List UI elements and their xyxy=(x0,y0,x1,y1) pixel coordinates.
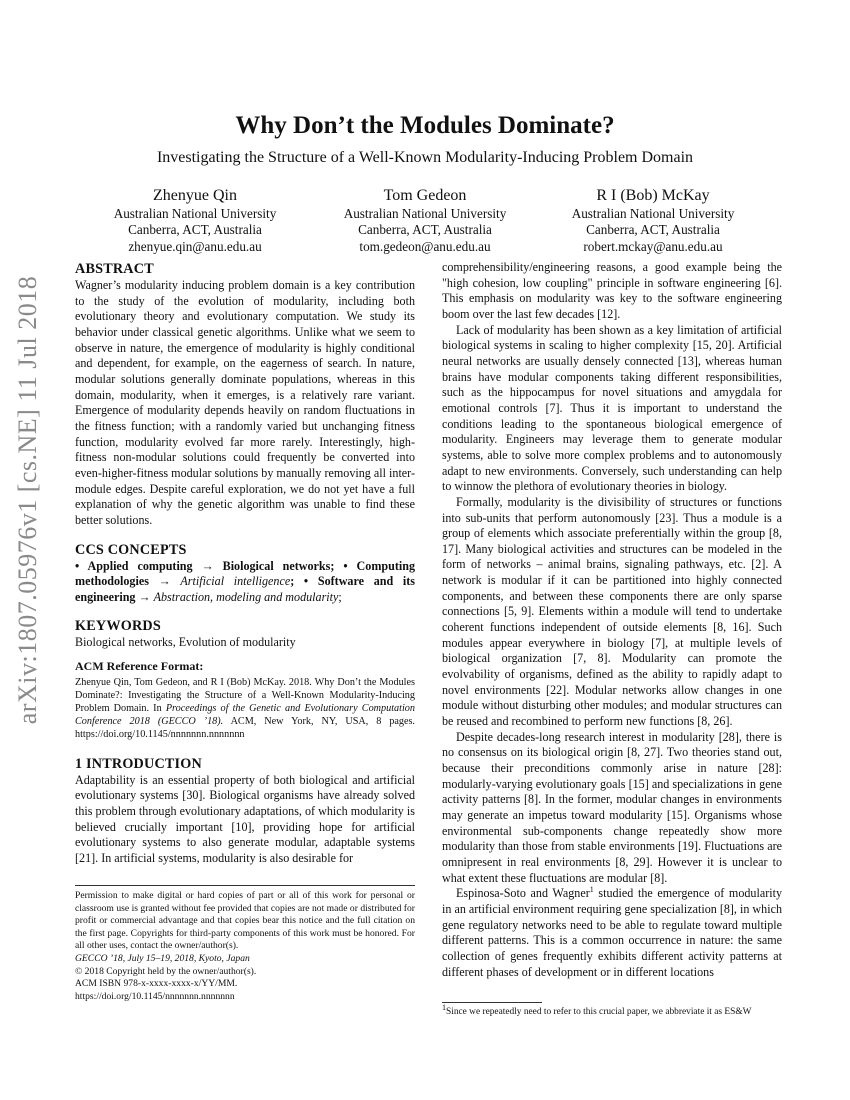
left-column xyxy=(75,260,415,867)
paper-subtitle: Investigating the Structure of a Well-Known Modularity-Inducing Problem Domain xyxy=(156,149,694,166)
ccs-text xyxy=(75,559,415,606)
ccs-term: Artificial intelligence xyxy=(180,574,291,589)
permission-block xyxy=(75,880,415,1003)
author-location: Canberra, ACT, Australia xyxy=(358,222,492,238)
copyright-text: © 2018 Copyright held by the owner/author(s). xyxy=(75,965,257,977)
author-affiliation: Australian National University xyxy=(571,206,735,221)
abstract-heading: ABSTRACT xyxy=(75,261,154,277)
intro-paragraph: Despite decades-long research interest in modularity [28], there is no consensus on its biological origin [8, 27]. Two theories stand out, because their preconditions commonly arise in nature [28]: modularly-varying evolutionary goals [15] and specializations in gene activity patterns [8]. In the former, modular changes in environments may generate an impetus toward modularity [15]. Organisms whose environmental sub-components change repeatedly show more modularity than those from stable environments [19]. Fluctuations are omnipresent in real environments [8, 29]. However it is unclear to what extent these fluctuations are modular [8]. xyxy=(442,729,782,885)
conference-info: GECCO ’18, July 15–19, 2018, Kyoto, Japan xyxy=(75,952,250,964)
right-column xyxy=(442,260,782,980)
author-affiliation: Australian National University xyxy=(343,206,507,221)
author-name: R I (Bob) McKay xyxy=(596,187,710,204)
intro-text-part: studied the emergence of modularity in an artificial environment requiring gene specialization [8], in which gene regulatory networks need to be able to regulate toward multiple different patterns. This is a common occurrence in nature: the same collection of genes frequently exhibits different activity patterns at different phases of development or in different locations xyxy=(442,886,783,979)
acm-ref-text xyxy=(75,676,415,741)
acm-ref-part: Zhenyue Qin, Tom Gedeon, and R I (Bob) McKay. 2018. Why Don’t the Modules Dominate?: Investigating the Structure of a Well-Known Modularity-Inducing Problem Domain. In xyxy=(75,676,415,714)
ccs-arrow: → xyxy=(138,589,151,604)
footnote-body: Since we repeatedly need to refer to this crucial paper, we abbreviate it as ES&W xyxy=(446,1007,752,1017)
ccs-term: Biological networks xyxy=(222,558,331,573)
intro-left-text: Adaptability is an essential property of both biological and artificial evolutionary systems [30]. Biological organisms have already solved this problem through evolutionary adaptations, of which modularity is believed crucially important [10], providing hope for artificial evolutionary systems to also generate modular, adaptable systems [21]. In artificial systems, modularity is also desirable for xyxy=(75,772,415,866)
abstract-text: Wagner’s modularity inducing problem domain is a key contribution to the study of the evolution of modularity, including both evolutionary theory and evolutionary computation. We study its behavior under classical genetic algorithms. Unlike what we seem to observe in nature, the emergence of modularity is highly conditional and dependent, for example, on the eagerness of search. In nature, modular solutions generally dominate populations, whereas in this domain, modularity, when it emerges, is a relatively rare variant. Emergence of modularity depends heavily on random fluctuations in the fitness function; with a randomly varied but unchanging fitness function, modularity evolved far more rarely. Interestingly, high-fitness non-modular solutions could frequently be converted into even-higher-fitness modular solutions by manually removing all inter-module edges. Despite careful exploration, we do not yet have a full explanation of why the genetic algorithm was unable to find these better solutions. xyxy=(75,278,415,527)
intro-text-part: Espinosa-Soto and Wagner xyxy=(456,886,590,901)
footnote-rule xyxy=(75,885,415,886)
acm-ref-part: ACM, New York, NY, USA, 8 pages. https://doi.org/10.1145/nnnnnnn.nnnnnnn xyxy=(75,715,415,740)
ccs-arrow: → xyxy=(201,558,214,573)
ccs-term: ; • Software and its engineering xyxy=(75,574,415,604)
author-email: tom.gedeon@anu.edu.au xyxy=(359,238,491,254)
isbn-text: ACM ISBN 978-x-xxxx-xxxx-x/YY/MM. xyxy=(75,978,238,990)
intro-heading: 1 INTRODUCTION xyxy=(75,755,202,772)
doi-text: https://doi.org/10.1145/nnnnnnn.nnnnnnn xyxy=(75,990,235,1002)
footnote-marker: 1 xyxy=(589,885,594,895)
author-2 xyxy=(295,186,555,255)
footnote-rule xyxy=(442,1002,542,1003)
ccs-term: • Applied computing xyxy=(75,558,193,573)
author-email: zhenyue.qin@anu.edu.au xyxy=(128,238,262,254)
author-email: robert.mckay@anu.edu.au xyxy=(583,238,723,254)
intro-paragraph: comprehensibility/engineering reasons, a good example being the "high cohesion, low coupling" principle in software engineering [6]. This emphasis on modularity was key to the software engineering boom over the last few decades [12]. xyxy=(442,260,782,321)
keywords-heading: KEYWORDS xyxy=(75,618,161,635)
intro-paragraph: Formally, modularity is the divisibility of structures or functions into sub-units that perform autonomously [23]. Thus a module is a group of elements which associate preferentially within the group [8, 17]. Many biological activities and structures can be modeled in the form of networks – animal brains, signaling pathways, etc. [2]. A network is modular if it can be partitioned into highly connected components, and between these components there are only sparse connections [5, 9]. Elements within a module will tend to undertake coherent functions independent of outside elements [8, 16]. Such modules appear everywhere in biology [7], at multiple levels of biological organization [7, 8]. Modularity can promote the evolvability of organisms, defined as the ability to rapidly adapt to novel environments [22]. Modular networks allow changes in one module without disturbing other modules; and modular structures can be reused and recombined to perform new functions [8, 26]. xyxy=(442,494,782,729)
footnote-block xyxy=(442,1002,782,1018)
ccs-arrow: → xyxy=(158,574,171,589)
acm-ref-heading: ACM Reference Format: xyxy=(75,659,204,674)
footnote-text xyxy=(442,1002,782,1018)
author-name: Tom Gedeon xyxy=(383,187,467,204)
author-location: Canberra, ACT, Australia xyxy=(586,222,720,238)
permission-text: Permission to make digital or hard copies of part or all of this work for personal or classroom use is granted without fee provided that copies are not made or distributed for profit or commercial advantage and that copies bear this notice and the full citation on the first page. Copyrights for third-party components of this work must be honored. For all other uses, contact the owner/author(s). xyxy=(75,890,415,952)
author-name: Zhenyue Qin xyxy=(153,187,237,204)
ccs-heading: CCS CONCEPTS xyxy=(75,541,187,558)
paper-title: Why Don’t the Modules Dominate? xyxy=(235,112,615,139)
acm-ref-venue: Proceedings of the Genetic and Evolutionary Computation Conference 2018 (GECCO ’18). xyxy=(75,702,415,727)
intro-paragraph xyxy=(442,886,782,980)
author-3 xyxy=(523,186,783,255)
author-affiliation: Australian National University xyxy=(113,206,277,221)
author-1 xyxy=(65,186,325,255)
footnote-mark: 1 xyxy=(442,1002,446,1012)
intro-paragraph: Lack of modularity has been shown as a key limitation of artificial biological systems in scaling to higher complexity [15, 20]. Artificial neural networks are usually densely connected [13], whereas human brains have modular components taking different responsibilities, such as the hippocampus for novel situations and amygdala for emotional controls [7]. Thus it is important to understand the conditions leading to the spontaneous biological emergence of modularity. Engineers may leverage them to generate modular systems, able to solve more complex problems and to autonomously adapt to new environments. Conversely, such understanding can help to winnow the plethora of evolutionary theories in biology. xyxy=(442,322,782,494)
ccs-end: ; xyxy=(338,589,342,604)
author-location: Canberra, ACT, Australia xyxy=(128,222,262,238)
ccs-term: ; • Computing methodologies xyxy=(75,558,416,589)
keywords-text: Biological networks, Evolution of modularity xyxy=(75,635,296,650)
arxiv-stamp: arXiv:1807.05976v1 [cs.NE] 11 Jul 2018 xyxy=(13,275,42,725)
ccs-term: Abstraction, modeling and modularity xyxy=(153,589,339,604)
